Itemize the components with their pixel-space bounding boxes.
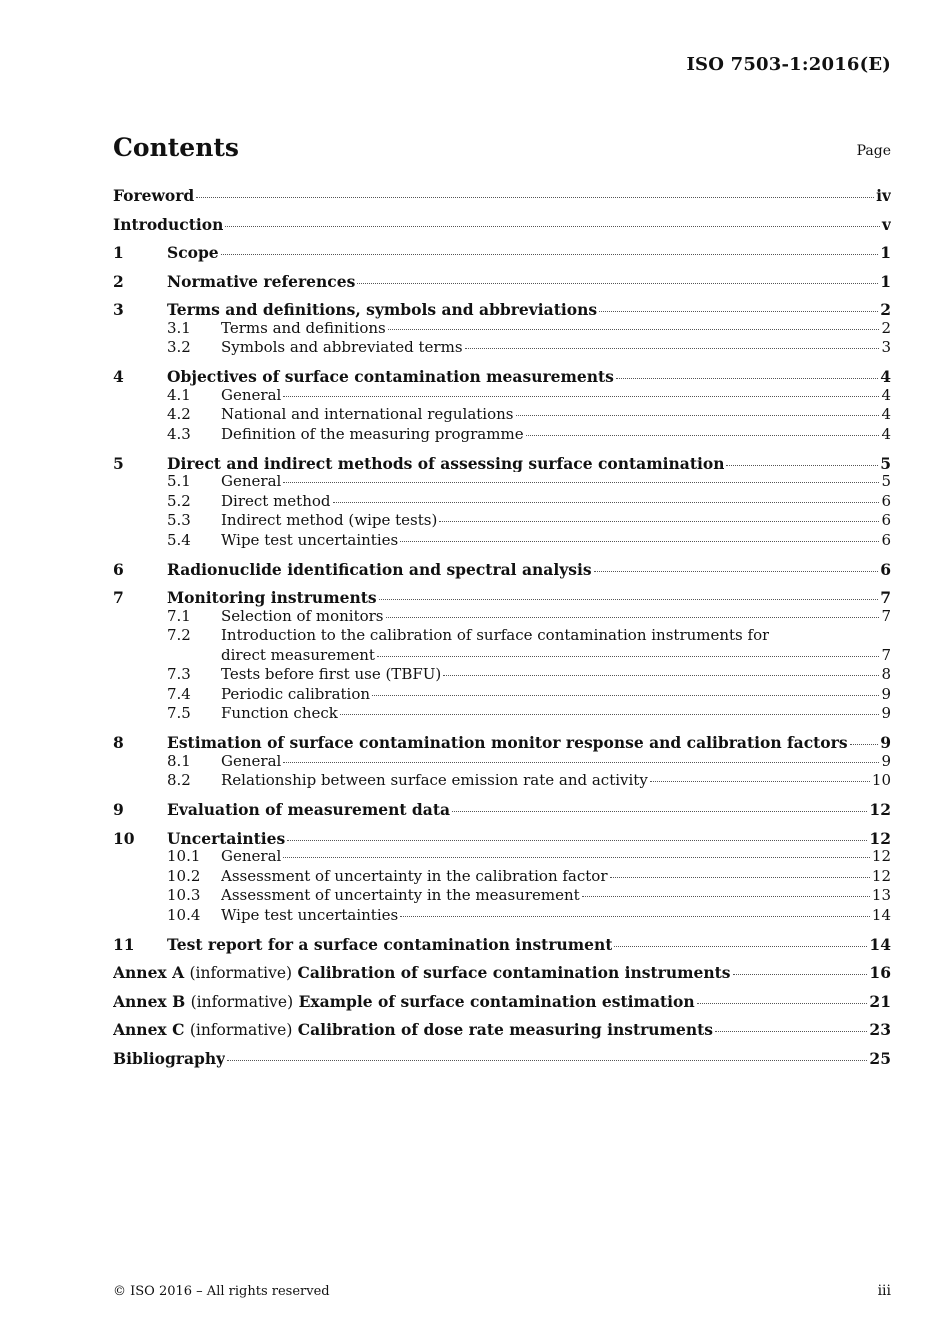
toc-entry-7-1[interactable] [113, 607, 891, 627]
toc-number: 4 [113, 367, 124, 386]
footer-page-number: iii [877, 1283, 891, 1299]
toc-entry-3-1[interactable] [113, 319, 891, 339]
dot-leader [443, 675, 879, 676]
dot-leader [715, 1031, 867, 1032]
toc-number: 10.3 [167, 886, 201, 904]
toc-page: 13 [871, 886, 891, 904]
toc-page: 7 [880, 588, 891, 607]
toc-number: 3.1 [167, 318, 191, 337]
dot-leader [227, 1060, 867, 1061]
toc-page: 1 [880, 271, 891, 291]
dot-leader [726, 465, 878, 466]
toc-page: 14 [871, 905, 891, 924]
toc-entry-2[interactable] [113, 271, 891, 300]
dot-leader [616, 378, 878, 379]
toc-title: Uncertainties [167, 828, 286, 847]
toc-entry-6[interactable] [113, 559, 891, 588]
toc-title: Direct method [221, 491, 331, 510]
annex-label: Annex A [113, 963, 185, 982]
toc-entry-5[interactable] [113, 453, 891, 473]
dot-leader [340, 714, 880, 715]
toc-number: 5.3 [167, 511, 191, 529]
toc-title: Test report for a surface contamination instrument [167, 934, 613, 954]
toc-number: 5.4 [167, 530, 191, 549]
toc-title [113, 1019, 713, 1041]
toc-title [113, 962, 731, 984]
toc-page: 9 [881, 751, 891, 770]
dot-leader [697, 1003, 868, 1004]
toc-entry-foreword[interactable] [113, 185, 891, 214]
toc-number: 5 [113, 453, 124, 472]
dot-leader [582, 896, 870, 897]
toc-number: 5.2 [167, 491, 191, 510]
toc-page: iv [876, 186, 891, 205]
toc-entry-9[interactable] [113, 799, 891, 828]
dot-leader [400, 916, 870, 917]
toc-entry-4-3[interactable] [113, 425, 891, 453]
annex-title: Calibration of dose rate measuring instruments [297, 1020, 713, 1039]
toc-number: 4.2 [167, 405, 191, 423]
toc-title: Foreword [113, 186, 195, 205]
dot-leader [386, 617, 880, 618]
toc-entry-7[interactable] [113, 587, 891, 607]
toc-number: 8 [113, 733, 124, 752]
toc-title-line1: Introduction to the calibration of surface contamination instruments for [221, 626, 770, 644]
dot-leader [283, 857, 870, 858]
toc-page: v [881, 214, 891, 234]
dot-leader [225, 226, 880, 227]
toc-title: General [221, 385, 282, 404]
toc-page: 4 [881, 385, 891, 404]
toc-entry-8[interactable] [113, 732, 891, 752]
toc-title: Selection of monitors [221, 606, 384, 625]
toc-entry-5-3[interactable] [113, 511, 891, 531]
toc-entry-5-2[interactable] [113, 492, 891, 512]
toc-title: Bibliography [113, 1048, 226, 1068]
toc-number: 7.2 [167, 626, 191, 644]
dot-leader [372, 695, 879, 696]
toc-entry-10-1[interactable] [113, 847, 891, 867]
toc-page: 5 [881, 472, 891, 490]
toc-entry-10[interactable] [113, 828, 891, 848]
toc-title: Objectives of surface contamination measurements [167, 367, 614, 386]
toc-page: 3 [881, 338, 891, 356]
toc-number: 1 [113, 243, 124, 262]
toc-page: 9 [880, 733, 891, 752]
toc-entry-5-4[interactable] [113, 531, 891, 559]
toc-title: Assessment of uncertainty in the calibration factor [221, 866, 608, 885]
annex-tag: (informative) [189, 964, 293, 982]
toc-entry-10-4[interactable] [113, 906, 891, 934]
toc-page: 21 [869, 991, 891, 1011]
toc-entry-annex-b[interactable] [113, 991, 891, 1020]
toc-title: Tests before first use (TBFU) [221, 665, 442, 683]
toc-entry-4-2[interactable] [113, 405, 891, 425]
toc-page: 12 [871, 847, 891, 865]
toc-entry-8-1[interactable] [113, 752, 891, 772]
dot-leader [526, 435, 880, 436]
annex-label: Annex C [113, 1020, 185, 1039]
toc-title: Function check [221, 704, 338, 722]
dot-leader [287, 840, 867, 841]
dot-leader [650, 781, 870, 782]
toc-entry-3-2[interactable] [113, 338, 891, 366]
toc-number: 3.2 [167, 338, 191, 356]
dot-leader [516, 415, 880, 416]
toc-page: 14 [869, 934, 891, 954]
toc-entry-introduction[interactable] [113, 214, 891, 243]
toc-page: 2 [880, 300, 891, 319]
toc-page: 1 [880, 243, 891, 262]
toc-title: Direct and indirect methods of assessing surface contamination [167, 453, 725, 472]
toc-entry-5-1[interactable] [113, 472, 891, 492]
toc-entry-10-3[interactable] [113, 886, 891, 906]
toc-title: Periodic calibration [221, 684, 371, 703]
toc-title: Monitoring instruments [167, 588, 377, 607]
annex-title: Example of surface contamination estimation [298, 991, 695, 1011]
toc-title: Radionuclide identification and spectral analysis [167, 559, 592, 579]
dot-leader [733, 974, 868, 975]
toc-page: 16 [869, 963, 891, 982]
toc-number: 10.2 [167, 866, 201, 885]
toc-number: 7.4 [167, 684, 191, 703]
dot-leader [594, 571, 879, 572]
toc-title: General [221, 847, 282, 865]
toc-number: 4.1 [167, 385, 191, 404]
toc-entry-4-1[interactable] [113, 386, 891, 406]
toc-title: Estimation of surface contamination monitor response and calibration factors [167, 733, 848, 752]
footer-copyright: © ISO 2016 – All rights reserved [113, 1284, 330, 1299]
contents-heading: Contents [113, 133, 240, 162]
toc-number: 8.2 [167, 771, 191, 789]
toc-page: 9 [881, 684, 891, 703]
toc-entry-7-5[interactable] [113, 704, 891, 732]
toc-page: 2 [881, 318, 891, 337]
toc-entry-1[interactable] [113, 242, 891, 271]
toc-title: Evaluation of measurement data [167, 800, 451, 819]
toc-number: 7.5 [167, 704, 191, 722]
toc-entry-8-2[interactable] [113, 771, 891, 799]
toc-title: General [221, 751, 282, 770]
dot-leader [283, 762, 879, 763]
toc-page: 4 [880, 367, 891, 386]
toc-page: 6 [881, 530, 891, 549]
toc-number: 8.1 [167, 751, 191, 770]
toc-title: Indirect method (wipe tests) [221, 511, 438, 529]
toc-number: 10 [113, 828, 135, 847]
toc-title: Wipe test uncertainties [221, 530, 399, 549]
toc-page: 6 [880, 559, 891, 579]
page-column-label: Page [856, 143, 891, 159]
toc-title: Introduction [113, 214, 224, 234]
toc-number: 9 [113, 800, 124, 819]
toc-page: 8 [881, 665, 891, 683]
toc-page: 25 [869, 1048, 891, 1068]
dot-leader [610, 877, 870, 878]
toc-entry-bibliography[interactable] [113, 1048, 891, 1077]
toc-page: 9 [881, 704, 891, 722]
dot-leader [599, 311, 878, 312]
toc-entry-11[interactable] [113, 934, 891, 963]
toc-title-line2: direct measurement [221, 645, 375, 664]
toc-title: Scope [167, 243, 219, 262]
toc-number: 4.3 [167, 424, 191, 443]
toc-title: Normative references [167, 271, 356, 291]
dot-leader [400, 541, 879, 542]
toc-title: Relationship between surface emission rate and activity [221, 771, 648, 789]
annex-title: Calibration of surface contamination instruments [297, 963, 731, 982]
toc-title: Terms and definitions [221, 318, 386, 337]
toc-page: 4 [881, 405, 891, 423]
toc-number: 11 [113, 934, 135, 954]
dot-leader [850, 744, 879, 745]
toc-number: 10.1 [167, 847, 201, 865]
toc-number: 5.1 [167, 472, 191, 490]
dot-leader [377, 656, 880, 657]
dot-leader [614, 946, 867, 947]
toc-entry-7-3[interactable] [113, 665, 891, 685]
toc-page: 12 [869, 828, 891, 847]
dot-leader [357, 283, 878, 284]
toc-entry-7-4[interactable] [113, 685, 891, 705]
dot-leader [379, 599, 879, 600]
toc-title: General [221, 472, 282, 490]
toc-title: Terms and definitions, symbols and abbreviations [167, 300, 598, 319]
toc-entry-7-2-continued[interactable] [113, 646, 891, 666]
toc-page: 10 [871, 771, 891, 789]
dot-leader [465, 348, 880, 349]
toc-entry-10-2[interactable] [113, 867, 891, 887]
toc-page: 6 [881, 491, 891, 510]
toc-entry-4[interactable] [113, 366, 891, 386]
toc-page: 7 [881, 645, 891, 664]
toc-entry-annex-a[interactable] [113, 962, 891, 991]
toc-page: 23 [869, 1020, 891, 1039]
annex-tag: (informative) [190, 992, 294, 1011]
dot-leader [283, 396, 879, 397]
dot-leader [283, 482, 879, 483]
toc-entry-annex-c[interactable] [113, 1019, 891, 1048]
toc-entry-7-2[interactable] [113, 626, 891, 646]
toc-title [113, 991, 695, 1013]
dot-leader [439, 521, 879, 522]
toc-number: 10.4 [167, 905, 201, 924]
toc-number: 6 [113, 559, 124, 579]
toc-page: 7 [881, 606, 891, 625]
document-id: ISO 7503-1:2016(E) [686, 54, 891, 75]
dot-leader [388, 329, 880, 330]
toc-title: National and international regulations [221, 405, 514, 423]
toc-number: 3 [113, 300, 124, 319]
toc-page: 12 [871, 866, 891, 885]
toc-number: 7 [113, 588, 124, 607]
dot-leader [452, 811, 867, 812]
toc-entry-3[interactable] [113, 299, 891, 319]
toc-page: 4 [881, 424, 891, 443]
toc-number: 2 [113, 271, 124, 291]
table-of-contents [113, 185, 891, 1076]
toc-title: Symbols and abbreviated terms [221, 338, 463, 356]
toc-title: Definition of the measuring programme [221, 424, 524, 443]
toc-page: 6 [881, 511, 891, 529]
toc-page: 5 [880, 453, 891, 472]
toc-number: 7.1 [167, 606, 191, 625]
annex-tag: (informative) [189, 1021, 293, 1039]
toc-title: Wipe test uncertainties [221, 905, 399, 924]
dot-leader [221, 254, 879, 255]
toc-page: 12 [869, 800, 891, 819]
toc-title: Assessment of uncertainty in the measurement [221, 886, 580, 904]
dot-leader [196, 197, 874, 198]
toc-number: 7.3 [167, 665, 191, 683]
dot-leader [333, 502, 880, 503]
annex-label: Annex B [113, 991, 186, 1011]
